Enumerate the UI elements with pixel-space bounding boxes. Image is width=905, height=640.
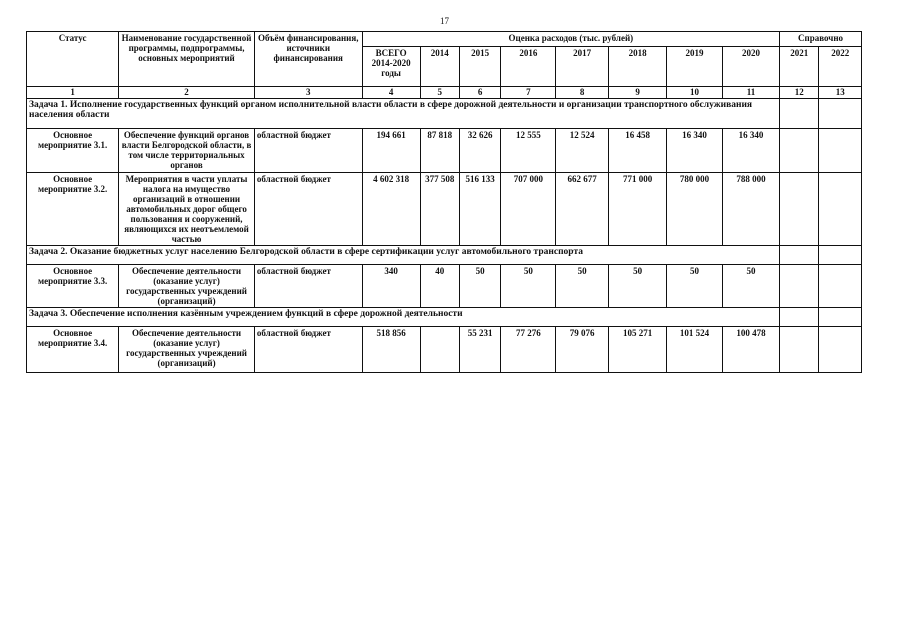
row-name: Обеспечение деятельности (оказание услуг) государственных учреждений (организаций) [119, 327, 255, 373]
header-year: 2018 [609, 47, 667, 87]
column-number: 6 [459, 87, 500, 99]
value-cell: 50 [723, 265, 780, 308]
value-cell: 101 524 [667, 327, 723, 373]
task-title: Задача 3. Обеспечение исполнения казённым учреждением функций в сфере дорожной деятельности [27, 308, 780, 327]
header-year: 2016 [501, 47, 556, 87]
column-number: 8 [556, 87, 609, 99]
table-row [27, 327, 862, 373]
column-number: 11 [723, 87, 780, 99]
value-cell: 50 [501, 265, 556, 308]
header-ref-year: 2022 [819, 47, 862, 87]
column-number: 2 [119, 87, 255, 99]
column-number: 7 [501, 87, 556, 99]
table-row [27, 265, 862, 308]
value-cell: 55 231 [459, 327, 500, 373]
header-year: 2015 [459, 47, 500, 87]
header-year: 2020 [723, 47, 780, 87]
row-name: Обеспечение деятельности (оказание услуг) государственных учреждений (организаций) [119, 265, 255, 308]
row-source: областной бюджет [254, 265, 362, 308]
value-cell: 87 818 [420, 129, 459, 173]
value-cell: 780 000 [667, 173, 723, 246]
header-total: ВСЕГО 2014-2020 годы [362, 47, 420, 87]
value-cell: 788 000 [723, 173, 780, 246]
value-cell: 662 677 [556, 173, 609, 246]
value-cell: 50 [609, 265, 667, 308]
value-cell: 32 626 [459, 129, 500, 173]
row-name: Мероприятия в части уплаты налога на имущество организаций в отношении автомобильных дорог общего пользования и сооружений, являющихся их неотъемлемой частью [119, 173, 255, 246]
value-cell [780, 327, 819, 373]
expenditure-table [26, 31, 862, 373]
value-total: 4 602 318 [362, 173, 420, 246]
value-cell [780, 265, 819, 308]
value-cell: 50 [667, 265, 723, 308]
page-number: 17 [440, 16, 449, 26]
row-name: Обеспечение функций органов власти Белгородской области, в том числе территориальных органов [119, 129, 255, 173]
task-title: Задача 1. Исполнение государственных функций органом исполнительной власти области в сфере дорожной деятельности и организации транспортного обслуживания населения области [27, 99, 780, 129]
value-cell [780, 129, 819, 173]
value-cell: 105 271 [609, 327, 667, 373]
value-cell [819, 173, 862, 246]
header-reference: Справочно [780, 32, 862, 47]
column-number: 13 [819, 87, 862, 99]
value-cell [420, 327, 459, 373]
value-cell: 16 340 [667, 129, 723, 173]
table-row [27, 173, 862, 246]
value-cell: 516 133 [459, 173, 500, 246]
value-total: 340 [362, 265, 420, 308]
value-cell [819, 129, 862, 173]
column-number: 10 [667, 87, 723, 99]
value-cell: 50 [556, 265, 609, 308]
row-status: Основное мероприятие 3.1. [27, 129, 119, 173]
column-number: 4 [362, 87, 420, 99]
header-year: 2017 [556, 47, 609, 87]
task-title: Задача 2. Оказание бюджетных услуг населению Белгородской области в сфере сертификации услуг автомобильного транспорта [27, 246, 780, 265]
value-cell: 16 458 [609, 129, 667, 173]
value-cell: 707 000 [501, 173, 556, 246]
row-status: Основное мероприятие 3.4. [27, 327, 119, 373]
value-cell [819, 265, 862, 308]
value-cell: 16 340 [723, 129, 780, 173]
header-year: 2019 [667, 47, 723, 87]
row-source: областной бюджет [254, 129, 362, 173]
header-name: Наименование государственной программы, подпрограммы, основных мероприятий [119, 32, 255, 87]
row-status: Основное мероприятие 3.2. [27, 173, 119, 246]
value-cell: 12 524 [556, 129, 609, 173]
value-cell: 771 000 [609, 173, 667, 246]
value-cell: 12 555 [501, 129, 556, 173]
column-number: 12 [780, 87, 819, 99]
column-number: 1 [27, 87, 119, 99]
value-cell: 77 276 [501, 327, 556, 373]
column-number: 5 [420, 87, 459, 99]
header-status: Статус [27, 32, 119, 87]
header-volume: Объём финансирования, источники финансирования [254, 32, 362, 87]
value-cell: 50 [459, 265, 500, 308]
column-number: 9 [609, 87, 667, 99]
table-row [27, 129, 862, 173]
header-ref-year: 2021 [780, 47, 819, 87]
value-cell [819, 327, 862, 373]
value-total: 194 661 [362, 129, 420, 173]
header-year: 2014 [420, 47, 459, 87]
value-cell: 377 508 [420, 173, 459, 246]
value-cell: 100 478 [723, 327, 780, 373]
value-total: 518 856 [362, 327, 420, 373]
row-source: областной бюджет [254, 327, 362, 373]
row-status: Основное мероприятие 3.3. [27, 265, 119, 308]
column-number: 3 [254, 87, 362, 99]
value-cell: 40 [420, 265, 459, 308]
value-cell [780, 173, 819, 246]
header-estimate: Оценка расходов (тыс. рублей) [362, 32, 779, 47]
value-cell: 79 076 [556, 327, 609, 373]
row-source: областной бюджет [254, 173, 362, 246]
